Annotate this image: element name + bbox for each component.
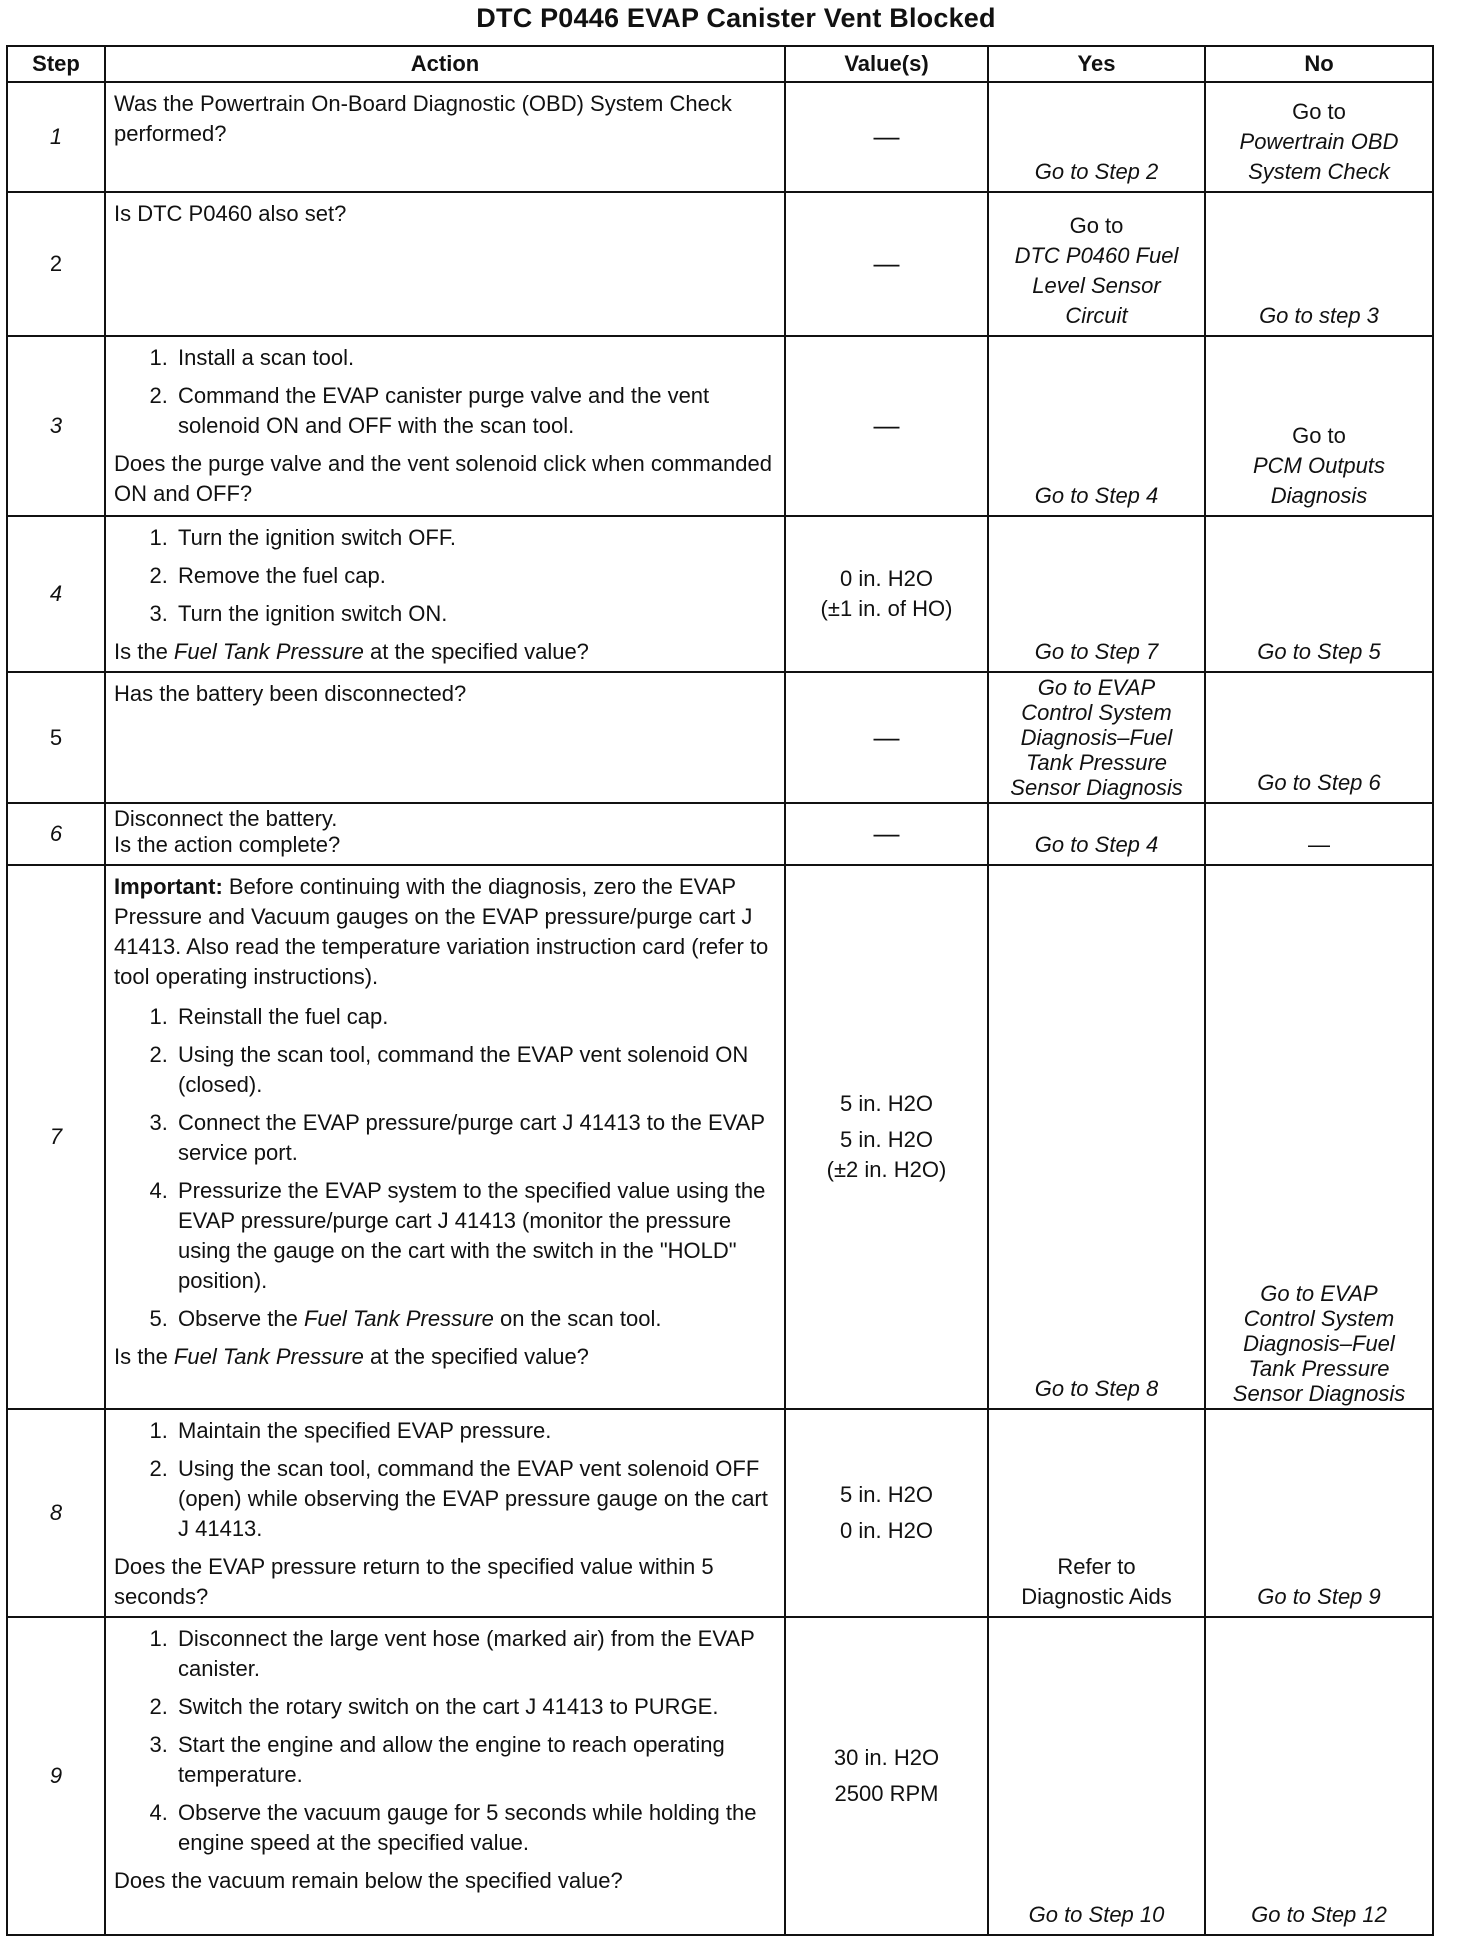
action-question: Does the EVAP pressure return to the specified value within 5 seconds? [114, 1554, 714, 1609]
yes-line: Go to EVAP [1037, 675, 1156, 700]
page-title: DTC P0446 EVAP Canister Vent Blocked [476, 3, 996, 33]
value-line: 5 in. H2O [840, 1127, 933, 1152]
question-text: Is the [114, 639, 174, 664]
step-number: 4 [7, 516, 105, 672]
step-number: 5 [7, 672, 105, 803]
question-emphasis: Fuel Tank Pressure [173, 1344, 364, 1369]
action-line: Disconnect the battery. [114, 806, 338, 831]
value-line: 2500 RPM [834, 1781, 939, 1806]
header-yes: Yes [988, 46, 1205, 82]
table-row [7, 192, 1433, 336]
action-step: 2. Using the scan tool, command the EVAP vent solenoid OFF (open) while observing the EVAP pressure gauge on the cart J 41413. [174, 1454, 776, 1544]
header-row [7, 46, 1433, 82]
no-line: System Check [1248, 159, 1390, 184]
question-emphasis: Fuel Tank Pressure [173, 639, 364, 664]
action-cell [105, 192, 785, 336]
yes-cell: Go to Step 8 [988, 865, 1205, 1409]
empty-value-dash: — [873, 248, 900, 278]
header-values: Value(s) [785, 46, 988, 82]
step-number: 8 [7, 1409, 105, 1617]
important-text: Before continuing with the diagnosis, zero the EVAP Pressure and Vacuum gauges on the EVAP pressure/purge cart J 41413. Also read the temperature variation instruction card (refer to tool operating instructions). [114, 874, 769, 989]
action-steps [114, 1416, 776, 1544]
no-line: PCM Outputs [1252, 453, 1386, 478]
value-cell [785, 865, 988, 1409]
step-number: 7 [7, 865, 105, 1409]
action-step: 1. Maintain the specified EVAP pressure. [174, 1416, 776, 1446]
action-question: Was the Powertrain On-Board Diagnostic (OBD) System Check performed? [114, 91, 732, 146]
value-line: 0 in. H2O [840, 566, 933, 591]
no-line: Go to [1292, 423, 1346, 448]
yes-line: Go to [1069, 213, 1124, 238]
action-steps [114, 523, 776, 629]
action-step: 3. Connect the EVAP pressure/purge cart J 41413 to the EVAP service port. [174, 1108, 776, 1168]
yes-line: Circuit [1065, 303, 1128, 328]
value-cell [785, 1409, 988, 1617]
yes-cell: Go to Step 4 [988, 803, 1205, 865]
yes-cell [988, 1409, 1205, 1617]
table-row [7, 516, 1433, 672]
table-row [7, 82, 1433, 192]
value-line: 5 in. H2O [840, 1091, 933, 1116]
step-number: 6 [7, 803, 105, 865]
important-label: Important: [114, 874, 223, 899]
yes-line: Diagnosis–Fuel [1020, 725, 1173, 750]
no-line: Tank Pressure [1248, 1356, 1390, 1381]
value-cell [785, 192, 988, 336]
action-step [174, 1304, 776, 1334]
value-line: 0 in. H2O [840, 1518, 933, 1543]
value-cell [785, 672, 988, 803]
step-emphasis: Fuel Tank Pressure [303, 1306, 494, 1331]
action-cell [105, 672, 785, 803]
value-cell [785, 336, 988, 516]
important-note [114, 872, 776, 992]
yes-cell [988, 192, 1205, 336]
table-row [7, 672, 1433, 803]
yes-line: Control System [1021, 700, 1172, 725]
action-step: 4. Pressurize the EVAP system to the specified value using the EVAP pressure/purge cart J 41413 (monitor the pressure using the gauge on the cart with the switch in the "HOLD" position). [174, 1176, 776, 1296]
action-steps [114, 1002, 776, 1334]
action-cell [105, 1617, 785, 1935]
value-line: (±1 in. of HO) [820, 596, 953, 621]
table-row [7, 865, 1433, 1409]
no-cell [1205, 336, 1433, 516]
table-row [7, 336, 1433, 516]
yes-cell: Go to Step 2 [988, 82, 1205, 192]
empty-value-dash: — [873, 721, 900, 752]
yes-line: Tank Pressure [1025, 750, 1168, 775]
empty-value-dash: — [873, 121, 900, 151]
no-line: Powertrain OBD [1239, 129, 1399, 154]
question-text: at the specified value? [363, 639, 589, 664]
value-line: 30 in. H2O [833, 1745, 940, 1770]
action-step: 3. Turn the ignition switch ON. [174, 599, 776, 629]
empty-value-dash: — [873, 818, 900, 848]
value-cell [785, 516, 988, 672]
action-step: 3. Start the engine and allow the engine to reach operating temperature. [174, 1730, 776, 1790]
action-steps [114, 1624, 776, 1858]
step-number: 1 [7, 82, 105, 192]
header-action: Action [105, 46, 785, 82]
yes-line: Refer to [1057, 1554, 1136, 1579]
action-cell [105, 336, 785, 516]
yes-cell [988, 672, 1205, 803]
action-cell [105, 516, 785, 672]
step-number: 9 [7, 1617, 105, 1935]
value-cell [785, 803, 988, 865]
step-number: 2 [7, 192, 105, 336]
action-cell [105, 803, 785, 865]
no-cell [1205, 865, 1433, 1409]
action-question: Is the action complete? [114, 832, 341, 857]
empty-value-dash: — [873, 410, 900, 440]
value-line: (±2 in. H2O) [826, 1157, 947, 1182]
header-no: No [1205, 46, 1433, 82]
no-line: Go to EVAP [1260, 1281, 1378, 1306]
value-line: 5 in. H2O [840, 1482, 933, 1507]
diagnostic-table [6, 45, 1434, 1936]
step-text: on the scan tool. [493, 1306, 662, 1331]
yes-line: Diagnostic Aids [1021, 1584, 1172, 1609]
value-cell [785, 1617, 988, 1935]
action-step: 2. Using the scan tool, command the EVAP vent solenoid ON (closed). [174, 1040, 776, 1100]
action-step: 2. Command the EVAP canister purge valve and the vent solenoid ON and OFF with the scan tool. [174, 381, 776, 441]
question-text: Is the [114, 1344, 174, 1369]
yes-line: Sensor Diagnosis [1010, 775, 1183, 800]
no-line: Go to [1292, 99, 1346, 124]
action-question: Does the purge valve and the vent solenoid click when commanded ON and OFF? [114, 451, 772, 506]
yes-line: Level Sensor [1032, 273, 1161, 298]
table-row [7, 803, 1433, 865]
action-question: Has the battery been disconnected? [114, 681, 467, 706]
no-cell: Go to Step 5 [1205, 516, 1433, 672]
question-text: at the specified value? [363, 1344, 589, 1369]
action-cell [105, 1409, 785, 1617]
no-cell: Go to Step 12 [1205, 1617, 1433, 1935]
table-row [7, 1409, 1433, 1617]
action-step: 2. Remove the fuel cap. [174, 561, 776, 591]
action-step: 1. Turn the ignition switch OFF. [174, 523, 776, 553]
table-row [7, 1617, 1433, 1935]
no-cell [1205, 82, 1433, 192]
action-step: 1. Install a scan tool. [174, 343, 776, 373]
action-question: Is DTC P0460 also set? [114, 201, 347, 226]
action-question [114, 1342, 776, 1372]
action-cell [105, 865, 785, 1409]
action-question [114, 637, 776, 667]
yes-cell: Go to Step 10 [988, 1617, 1205, 1935]
no-cell: — [1205, 803, 1433, 865]
header-step: Step [7, 46, 105, 82]
no-line: Diagnosis [1270, 483, 1368, 508]
no-line: Diagnosis–Fuel [1243, 1331, 1395, 1356]
value-cell [785, 82, 988, 192]
action-cell [105, 82, 785, 192]
action-question: Does the vacuum remain below the specified value? [114, 1868, 623, 1893]
yes-line: DTC P0460 Fuel [1014, 243, 1179, 268]
yes-cell: Go to Step 4 [988, 336, 1205, 516]
action-step: 2. Switch the rotary switch on the cart J 41413 to PURGE. [174, 1692, 776, 1722]
action-step: 1. Disconnect the large vent hose (marked air) from the EVAP canister. [174, 1624, 776, 1684]
no-cell: Go to Step 9 [1205, 1409, 1433, 1617]
no-line: Control System [1243, 1306, 1395, 1331]
no-line: Sensor Diagnosis [1232, 1381, 1406, 1406]
action-step: 1. Reinstall the fuel cap. [174, 1002, 776, 1032]
action-step: 4. Observe the vacuum gauge for 5 seconds while holding the engine speed at the specified value. [174, 1798, 776, 1858]
step-text: Observe the [178, 1306, 304, 1331]
no-cell: Go to step 3 [1205, 192, 1433, 336]
no-cell: Go to Step 6 [1205, 672, 1433, 803]
action-steps [114, 343, 776, 441]
step-number: 3 [7, 336, 105, 516]
yes-cell: Go to Step 7 [988, 516, 1205, 672]
